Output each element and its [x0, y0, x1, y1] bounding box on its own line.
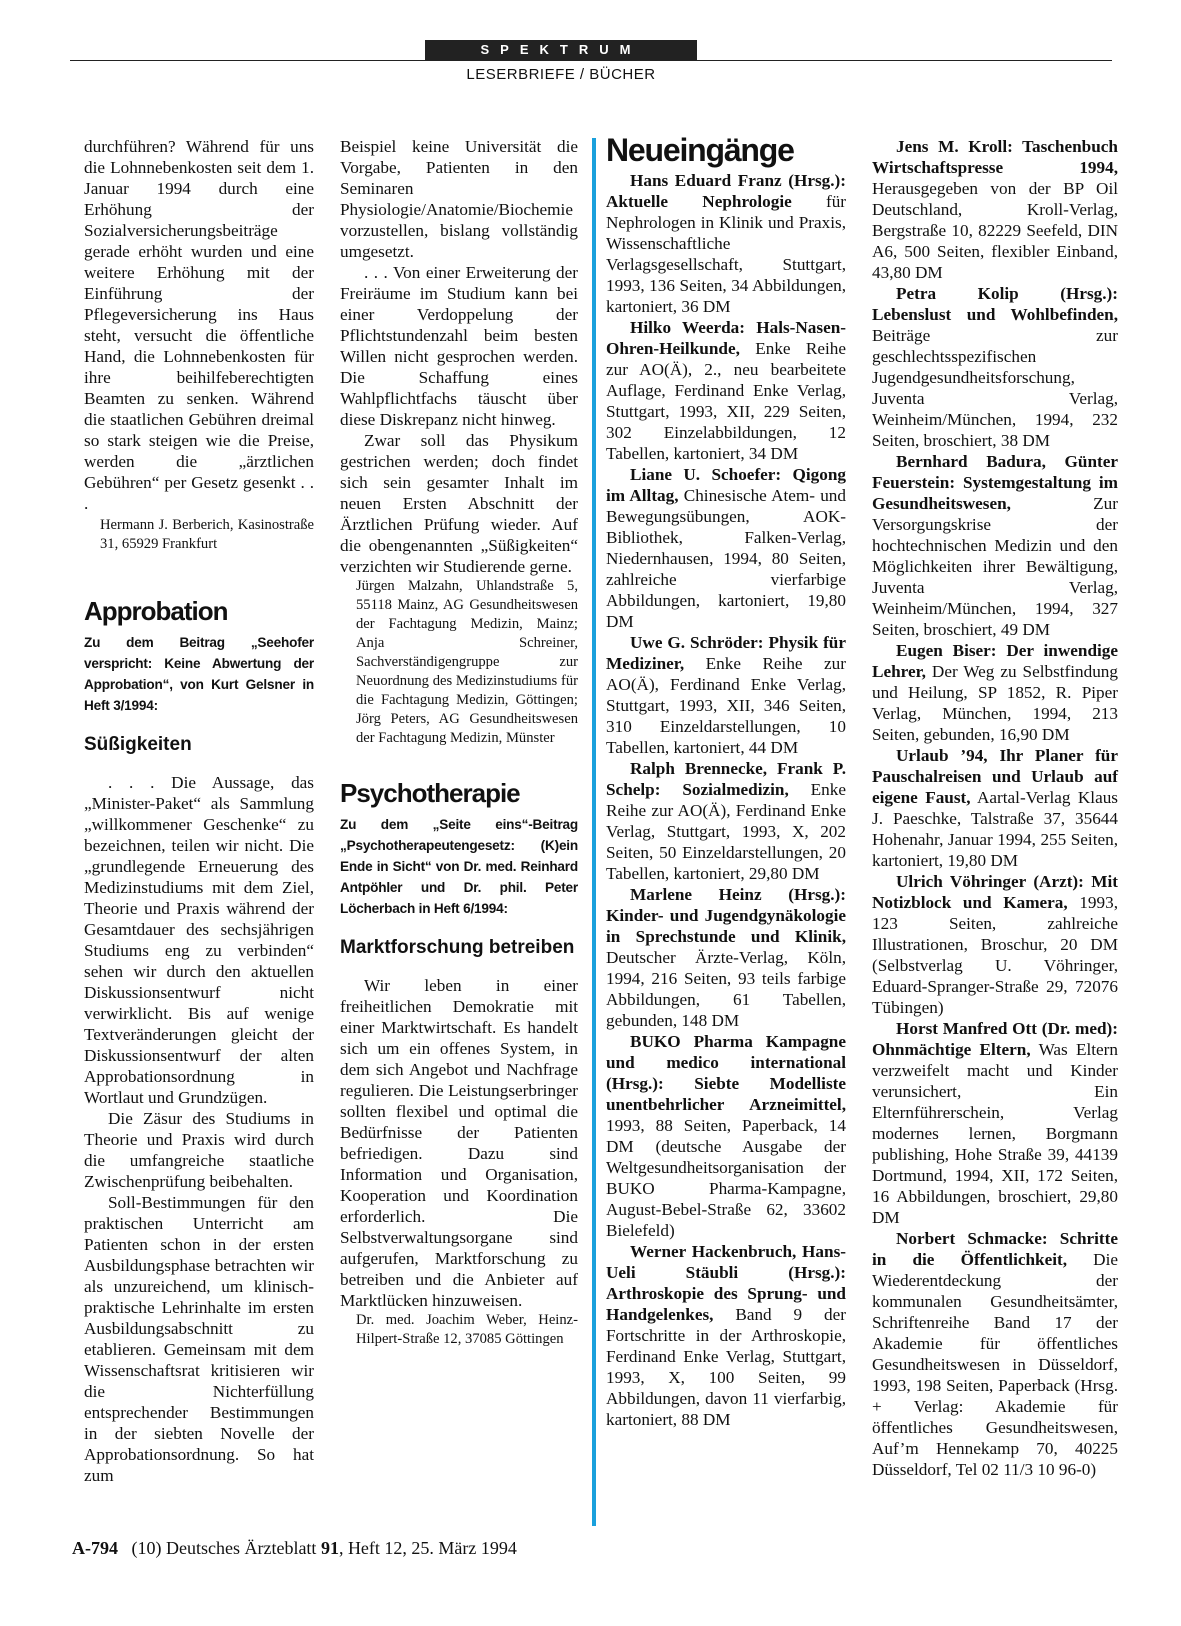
book-author-title: Uwe G. Schröder: Physik für Mediziner, [606, 633, 846, 673]
book-entry [872, 136, 1118, 283]
letter-paragraph: Zwar soll das Physikum gestrichen werden; doch findet sich sein gesamter Inhalt im neuen Ersten Abschnitt der Ärztlichen Prüfung wieder. Auf die obengenannten „Süßigkeiten“ verzichten wir Studierende gerne. [340, 431, 578, 576]
column-1 [84, 136, 314, 1486]
letter-signature: Dr. med. Joachim Weber, Heinz-Hilpert-Straße 12, 37085 Göttingen [356, 1312, 578, 1347]
footer-text: (10) Deutsches Ärzteblatt 91, Heft 12, 25. März 1994 [131, 1538, 517, 1558]
book-author-title: Jens M. Kroll: Taschenbuch Wirtschaftspresse 1994, [872, 137, 1118, 177]
column-2 [340, 136, 578, 1349]
book-author-title: Bernhard Badura, Günter Feuerstein: Systemgestaltung im Gesundheitswesen, [872, 452, 1118, 513]
book-entry [606, 170, 846, 317]
book-details: 1993, 88 Seiten, Paperback, 14 DM (deutsche Ausgabe der Weltgesundheitsorganisation der BUKO Pharma-Kampagne, August-Bebel-Straße 62, 33602 Bielefeld) [606, 1116, 846, 1240]
book-author-title: Urlaub ’94, Ihr Planer für Pauschalreisen und Urlaub auf eigene Faust, [872, 746, 1118, 807]
book-entry [872, 1228, 1118, 1480]
book-details: Deutscher Ärzte-Verlag, Köln, 1994, 216 Seiten, 93 teils farbige Abbildungen, 61 Tabellen, gebunden, 148 DM [606, 948, 846, 1030]
book-entry [606, 632, 846, 758]
book-details: Aartal-Verlag Klaus J. Paeschke, Talstraße 37, 35644 Hohenahr, Januar 1994, 255 Seiten, kartoniert, 19,80 DM [872, 788, 1118, 870]
page-footer [72, 1538, 517, 1559]
letter-paragraph: Soll-Bestimmungen für den praktischen Unterricht am Patienten schon in der ersten Ausbildungsphase betrachten wir als unzureichend, um klinisch-praktische Lehrinhalte im ersten Ausbildungsabschnitt zu etablieren. Gemeinsam mit dem Wissenschaftsrat kritisieren wir die Nichterfüllung entsprechender Bestimmungen in der siebten Novelle der Approbationsordnung. So hat zum [84, 1193, 314, 1485]
book-entry [872, 1018, 1118, 1228]
letter-paragraph: . . . Von einer Erweiterung der Freiräume im Studium kann bei einer Verdoppelung der Pflichtstundenzahl beim besten Willen nicht gesprochen werden. Die Schaffung eines Wahlpflichtfachs täuscht über diese Diskrepanz nicht hinweg. [340, 263, 578, 429]
book-details: Der Weg zu Selbstfindung und Heilung, SP 1852, R. Piper Verlag, München, 1994, 213 Seiten, gebunden, 16,90 DM [872, 662, 1118, 744]
book-author-title: Marlene Heinz (Hrsg.): Kinder- und Jugendgynäkologie in Sprechstunde und Klinik, [606, 885, 846, 946]
book-author-title: Liane U. Schoefer: Qigong im Alltag, [606, 465, 846, 505]
book-author-title: Petra Kolip (Hrsg.): Lebenslust und Wohlbefinden, [872, 284, 1118, 324]
letter-paragraph: Wir leben in einer freiheitlichen Demokratie mit einer Marktwirtschaft. Es handelt sich um ein offenes System, in dem sich Angebot und Nachfrage regulieren. Die Leistungserbringer sollten flexibel und optimal die Bedürfnisse der Patienten befriedigen. Dazu sind Information und Organisation, Kooperation und Koordination erforderlich. Die Selbstverwaltungsorgane sind aufgerufen, Marktforschung zu betreiben und die Anbieter auf Marktlücken hinzuweisen. [340, 976, 578, 1310]
book-author-title: Hans Eduard Franz (Hrsg.): Aktuelle Nephrologie [606, 171, 846, 211]
book-entry [606, 884, 846, 1031]
letter-paragraph: . . . Die Aussage, das „Minister-Paket“ als Sammlung „willkommener Geschenke“ zu bezeichnen, teilen wir nicht. Die „grundlegende Erneuerung des Medizinstudiums mit dem Ziel, Theorie und Praxis während der Gesamtdauer des sechsjährigen Studiums eng zu verbinden“ sehen wir durch den aktuellen Diskussionsentwurf nicht verwirklicht. Bis auf wenige Textveränderungen gleicht der Diskussionsentwurf der alten Approbationsordnung in Wortlaut und Grundzügen. [84, 773, 314, 1107]
letter-paragraph: Beispiel keine Universität die Vorgabe, Patienten in den Seminaren Physiologie/Anatomie/Biochemie vorzustellen, bislang vollständig umgesetzt. [340, 137, 578, 261]
letter-signature: Jürgen Malzahn, Uhlandstraße 5, 55118 Mainz, AG Gesundheitswesen der Fachtagung Medizin, Mainz; Anja Schreiner, Sachverständigengruppe zur Neuordnung des Medizinstudiums für die Fachtagung Medizin, Göttingen; Jörg Peters, AG Gesundheitswesen der Fachtagung Medizin, Münster [356, 578, 578, 746]
book-author-title: BUKO Pharma Kampagne und medico international (Hrsg.): Siebte Modelliste unentbehrlicher Arzneimittel, [606, 1032, 846, 1114]
book-author-title: Ralph Brennecke, Frank P. Schelp: Sozialmedizin, [606, 759, 846, 799]
section-heading-psychotherapie: Psychotherapie [340, 778, 520, 808]
book-author-title: Werner Hackenbruch, Hans-Ueli Stäubli (Hrsg.): Arthroskopie des Sprung- und Handgelenkes, [606, 1242, 846, 1324]
book-entry [606, 317, 846, 464]
book-entry [872, 745, 1118, 871]
section-reference: Zu dem „Seite eins“-Beitrag „Psychotherapeutengesetz: (K)ein Ende in Sicht“ von Dr. med. Reinhard Antpöhler und Dr. phil. Peter Löcherbach in Heft 6/1994: [340, 817, 578, 916]
book-entry [872, 283, 1118, 451]
book-author-title: Ulrich Vöhringer (Arzt): Mit Notizblock und Kamera, [872, 872, 1118, 912]
book-details: 1993, 123 Seiten, zahlreiche Illustrationen, Broschur, 20 DM (Selbstverlag U. Vöhringer, Eduard-Spranger-Straße 29, 72076 Tübingen) [872, 893, 1118, 1017]
letter-paragraph: durchführen? Während für uns die Lohnnebenkosten seit dem 1. Januar 1994 durch eine Erhöhung der Sozialversicherungsbeiträge gerade erhöht wurden und eine weitere Erhöhung mit der Einführung der Pflegeversicherung ins Haus steht, versucht die öffentliche Hand, die Lohnnebenkosten für ihre beihilfeberechtigten Beamten zu senken. Während die staatlichen Gebühren dreimal so stark steigen wie die Preise, werden die „ärztlichen Gebühren“ per Gesetz gesenkt . . . [84, 137, 314, 513]
book-details: Chinesische Atem- und Bewegungsübungen, AOK-Bibliothek, Falken-Verlag, Niedernhausen, 1994, 80 Seiten, zahlreiche vierfarbige Abbildungen, kartoniert, 19,80 DM [606, 486, 846, 631]
column-divider [592, 138, 596, 1526]
section-subtitle: LESERBRIEFE / BÜCHER [466, 66, 656, 83]
book-details: Beiträge zur geschlechtsspezifischen Jugendgesundheitsforschung, Juventa Verlag, Weinheim/München, 1994, 232 Seiten, broschiert, 38 DM [872, 326, 1118, 450]
book-details: Band 9 der Fortschritte in der Arthroskopie, Ferdinand Enke Verlag, Stuttgart, 1993, X, 100 Seiten, 99 Abbildungen, davon 11 vierfarbig, kartoniert, 88 DM [606, 1305, 846, 1429]
book-details: Herausgegeben von der BP Oil Deutschland, Kroll-Verlag, Bergstraße 10, 82229 Seefeld, DIN A6, 500 Seiten, flexibler Einband, 43,80 DM [872, 179, 1118, 282]
section-banner: SPEKTRUM [425, 40, 697, 60]
book-details: Zur Versorgungskrise der hochtechnischen Medizin und den Möglichkeiten ihrer Bewältigung, Juventa Verlag, Weinheim/München, 1994, 327 Seiten, broschiert, 49 DM [872, 494, 1118, 639]
book-entry [872, 640, 1118, 745]
book-entry [606, 758, 846, 884]
book-author-title: Eugen Biser: Der inwendige Lehrer, [872, 641, 1118, 681]
book-details: Enke Reihe zur AO(Ä), Ferdinand Enke Verlag, Stuttgart, 1993, X, 202 Seiten, 50 Einzeldarstellungen, 20 Tabellen, kartoniert, 29,80 DM [606, 780, 846, 883]
new-arrivals-heading: Neueingänge [606, 132, 794, 168]
book-details: für Nephrologen in Klinik und Praxis, Wissenschaftliche Verlagsgesellschaft, Stuttgart, 1993, 136 Seiten, 34 Abbildungen, kartoniert, 36 DM [606, 192, 847, 316]
section-heading-approbation: Approbation [84, 596, 228, 626]
header-rule [70, 60, 1112, 61]
book-entry [606, 1241, 846, 1430]
letter-signature: Hermann J. Berberich, Kasinostraße 31, 65929 Frankfurt [100, 517, 314, 552]
book-details: Die Wiederentdeckung der kommunalen Gesundheitsämter, Schriftenreihe Band 17 der Akademie für öffentliches Gesundheitswesen in Düsseldorf, 1993, 198 Seiten, Paperback (Hrsg. + Verlag: Akademie für öffentliches Gesundheitswesen, Auf’m Hennekamp 70, 40225 Düsseldorf, Tel 02 11/3 10 96-0) [872, 1250, 1118, 1479]
column-3 [606, 132, 847, 1430]
section-reference: Zu dem Beitrag „Seehofer verspricht: Keine Abwertung der Approbation“, von Kurt Gelsner in Heft 3/1994: [84, 635, 314, 713]
book-author-title: Hilko Weerda: Hals-Nasen-Ohren-Heilkunde, [606, 318, 846, 358]
book-entry [606, 464, 846, 632]
letter-paragraph: Die Zäsur des Studiums in Theorie und Praxis wird durch die umfangreiche staatliche Zwischenprüfung beibehalten. [84, 1109, 314, 1191]
column-4 [872, 136, 1118, 1480]
letter-title: Süßigkeiten [84, 734, 192, 755]
letter-title: Marktforschung betreiben [340, 937, 575, 958]
book-entry [872, 871, 1118, 1018]
book-entry [606, 1031, 846, 1241]
page-number: A-794 [72, 1538, 118, 1558]
book-details: Enke Reihe zur AO(Ä), Ferdinand Enke Verlag, Stuttgart, 1993, XII, 346 Seiten, 310 Einzeldarstellungen, 10 Tabellen, kartoniert, 44 DM [606, 654, 847, 757]
book-details: Enke Reihe zur AO(Ä), 2., neu bearbeitete Auflage, Ferdinand Enke Verlag, Stuttgart, 1993, XII, 229 Seiten, 302 Einzelabbildungen, 12 Tabellen, kartoniert, 34 DM [606, 339, 846, 463]
book-details: Was Eltern verzweifelt macht und Kinder verunsichert, Ein Elternführerschein, Verlag modernes lernen, Borgmann publishing, Hohe Straße 39, 44139 Dortmund, 1994, XII, 172 Seiten, 16 Abbildungen, broschiert, 29,80 DM [872, 1040, 1118, 1227]
book-entry [872, 451, 1118, 640]
book-author-title: Norbert Schmacke: Schritte in die Öffentlichkeit, [872, 1229, 1118, 1269]
book-author-title: Horst Manfred Ott (Dr. med): Ohnmächtige Eltern, [872, 1019, 1118, 1059]
